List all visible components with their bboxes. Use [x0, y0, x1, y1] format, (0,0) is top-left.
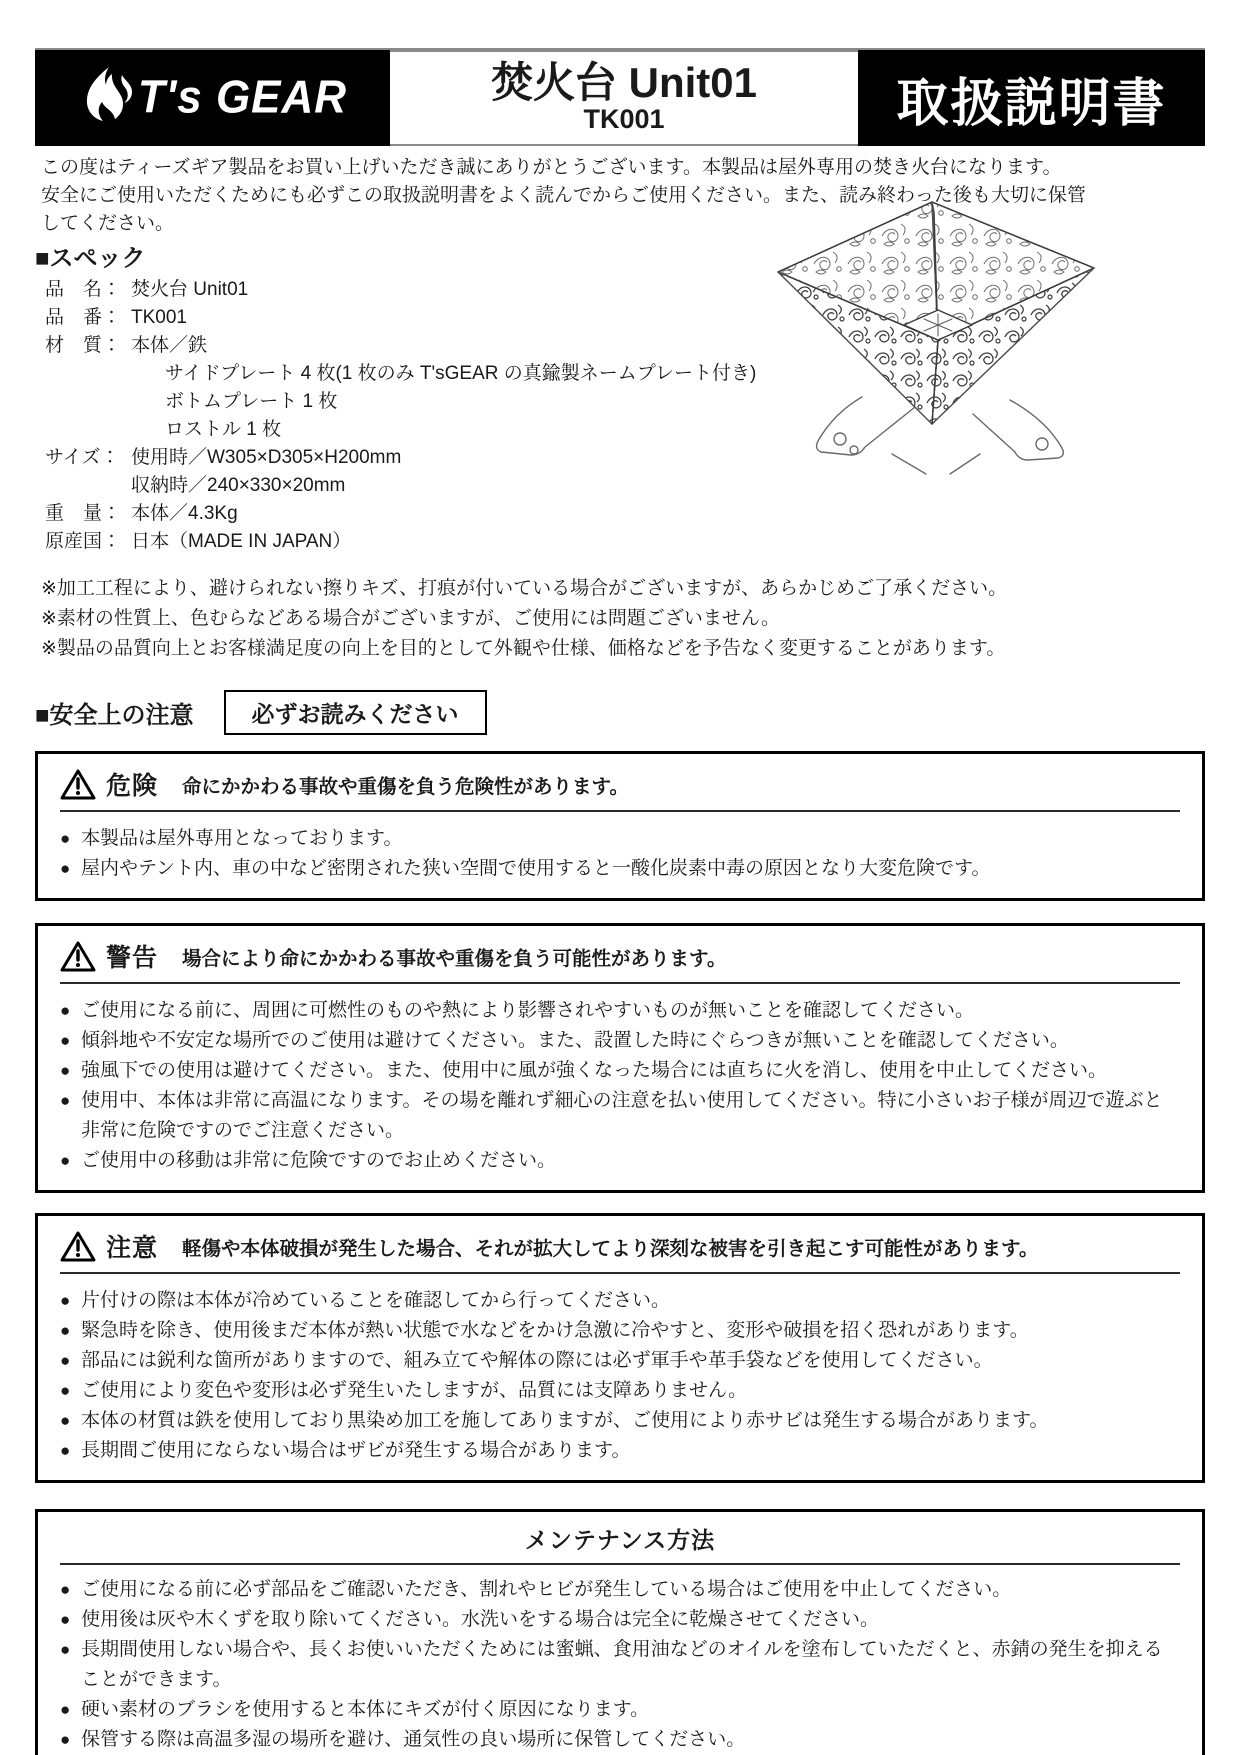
- spec-heading: ■スペック: [35, 245, 146, 272]
- product-title-block: [390, 50, 858, 146]
- danger-list: [60, 818, 1180, 886]
- divider: [60, 810, 1180, 812]
- spec-label: 品 名：: [45, 279, 122, 300]
- caution-item: ● 緊急時を除き、使用後まだ本体が熱い状態で水などをかけ急激に冷やすと、変形や破損を招く恐れがあります。: [60, 1316, 1180, 1346]
- warning-box: [35, 923, 1205, 1193]
- spec-value: 焚火台 Unit01: [131, 279, 249, 300]
- spec-value: 本体／鉄: [131, 335, 208, 356]
- spec-value: ボトムプレート 1 枚: [165, 391, 338, 412]
- warning-header: [60, 934, 1180, 974]
- spec-row: [45, 360, 757, 388]
- spec-row: [45, 388, 745, 416]
- warning-headline: 場合により命にかかわる事故や重傷を負う可能性があります。: [182, 948, 727, 970]
- maintenance-item: ● 長期間使用しない場合や、長くお使いいただくためには蜜蝋、食用油などのオイルを塗布していただくと、赤錆の発生を抑えることができます。: [60, 1635, 1180, 1695]
- spec-value: サイドプレート 4 枚(1 枚のみ T'sGEAR の真鍮製ネームプレート付き): [165, 363, 757, 384]
- spec-row: [45, 304, 745, 332]
- spec-label: 重 量：: [45, 503, 122, 524]
- maintenance-item: ● ご使用になる前に必ず部品をご確認いただき、割れやヒビが発生している場合はご使用を中止してください。: [60, 1575, 1180, 1605]
- danger-headline: 命にかかわる事故や重傷を負う危険性があります。: [182, 776, 629, 798]
- maintenance-item: ● 使用後は灰や木くずを取り除いてください。水洗いをする場合は完全に乾燥させてください。: [60, 1605, 1180, 1635]
- spec-row: [45, 332, 745, 360]
- warning-item: ● 使用中、本体は非常に高温になります。その場を離れず細心の注意を払い使用してください。特に小さいお子様が周辺で遊ぶと非常に危険ですのでご注意ください。: [60, 1086, 1180, 1146]
- spec-value: 収納時／240×330×20mm: [131, 475, 346, 496]
- maintenance-item: ● 保管する際は高温多湿の場所を避け、通気性の良い場所に保管してください。: [60, 1725, 1180, 1755]
- intro-line: この度はティーズギア製品をお買い上げいただき誠にありがとうございます。本製品は屋外専用の焚き火台になります。: [41, 157, 1062, 178]
- caution-headline: 軽傷や本体破損が発生した場合、それが拡大してより深刻な被害を引き起こす可能性があります。: [182, 1238, 1039, 1260]
- maintenance-item: ● 硬い素材のブラシを使用すると本体にキズが付く原因になります。: [60, 1695, 1180, 1725]
- brand-logo: [35, 50, 390, 146]
- spec-label: 原産国：: [45, 531, 122, 552]
- spec-table: [45, 276, 757, 556]
- danger-item: ● 本製品は屋外専用となっております。: [60, 824, 1180, 854]
- danger-header: [60, 762, 1180, 802]
- maintenance-list: [60, 1569, 1180, 1755]
- must-read-badge: 必ずお読みください: [224, 690, 487, 735]
- warning-item: ● 強風下での使用は避けてください。また、使用中に風が強くなった場合には直ちに火を消し、使用を中止してください。: [60, 1056, 1180, 1086]
- spec-label: サイズ：: [45, 447, 120, 468]
- spec-value: 使用時／W305×D305×H200mm: [131, 447, 402, 468]
- spec-row: [45, 444, 745, 472]
- product-illustration: [742, 192, 1130, 492]
- divider: [60, 1272, 1180, 1274]
- masthead: [35, 48, 1205, 146]
- disclaimer-notes: [41, 574, 1205, 664]
- warning-triangle-icon: [60, 769, 96, 800]
- divider: [60, 1563, 1180, 1565]
- document-title: 取扱説明書: [858, 50, 1205, 146]
- spec-label: 品 番：: [45, 307, 122, 328]
- warning-list: [60, 990, 1180, 1178]
- caution-item: ● ご使用により変色や変形は必ず発生いたしますが、品質には支障ありません。: [60, 1376, 1180, 1406]
- caution-item: ● 片付けの際は本体が冷めていることを確認してから行ってください。: [60, 1286, 1180, 1316]
- warning-triangle-icon: [60, 941, 96, 972]
- note-item: ※加工工程により、避けられない擦りキズ、打痕が付いている場合がございますが、あらかじめご了承ください。: [41, 578, 1008, 599]
- spec-label: 材 質：: [45, 335, 122, 356]
- spec-row: [45, 500, 745, 528]
- caution-header: [60, 1224, 1180, 1264]
- danger-box: [35, 751, 1205, 901]
- caution-box: [35, 1213, 1205, 1483]
- note-item: ※製品の品質向上とお客様満足度の向上を目的として外観や仕様、価格などを予告なく変更することがあります。: [41, 638, 1006, 659]
- spec-value: 本体／4.3Kg: [131, 503, 238, 524]
- brand-name: T's GEAR: [137, 71, 348, 124]
- spec-row: [45, 276, 745, 304]
- product-code: TK001: [583, 104, 665, 135]
- spec-value: TK001: [131, 307, 187, 328]
- spec-row: [45, 416, 745, 444]
- caution-list: [60, 1280, 1180, 1468]
- warning-item: ● ご使用になる前に、周囲に可燃性のものや熱により影響されやすいものが無いことを確認してください。: [60, 996, 1180, 1026]
- warning-item: ● 傾斜地や不安定な場所でのご使用は避けてください。また、設置した時にぐらつきが無いことを確認してください。: [60, 1026, 1180, 1056]
- intro-line: してください。: [41, 213, 175, 234]
- spec-value: 日本（MADE IN JAPAN）: [131, 531, 352, 552]
- warning-level-label: 警告: [106, 944, 159, 972]
- spec-row: [45, 472, 745, 500]
- caution-level-label: 注意: [106, 1234, 159, 1262]
- note-item: ※素材の性質上、色むらなどある場合がございますが、ご使用には問題ございません。: [41, 608, 781, 629]
- product-title: 焚火台 Unit01: [490, 59, 758, 107]
- caution-item: ● 長期間ご使用にならない場合はザビが発生する場合があります。: [60, 1436, 1180, 1466]
- divider: [60, 982, 1180, 984]
- caution-item: ● 部品には鋭利な箇所がありますので、組み立てや解体の際には必ず軍手や革手袋などを使用してください。: [60, 1346, 1180, 1376]
- safety-heading: ■安全上の注意: [35, 702, 194, 729]
- spec-row: [45, 528, 745, 556]
- caution-item: ● 本体の材質は鉄を使用しており黒染め加工を施してありますが、ご使用により赤サビは発生する場合があります。: [60, 1406, 1180, 1436]
- intro-line: 安全にご使用いただくためにも必ずこの取扱説明書をよく読んでからご使用ください。また、読み終わった後も大切に保管: [41, 185, 1086, 206]
- danger-level-label: 危険: [106, 772, 159, 800]
- spec-value: ロストル 1 枚: [165, 419, 282, 440]
- warning-item: ● ご使用中の移動は非常に危険ですのでお止めください。: [60, 1146, 1180, 1176]
- warning-triangle-icon: [60, 1231, 96, 1262]
- flame-icon: [78, 65, 132, 131]
- maintenance-title: メンテナンス方法: [524, 1527, 716, 1553]
- safety-heading-row: [35, 690, 1205, 735]
- maintenance-box: [35, 1509, 1205, 1755]
- danger-item: ● 屋内やテント内、車の中など密閉された狭い空間で使用すると一酸化炭素中毒の原因となり大変危険です。: [60, 854, 1180, 884]
